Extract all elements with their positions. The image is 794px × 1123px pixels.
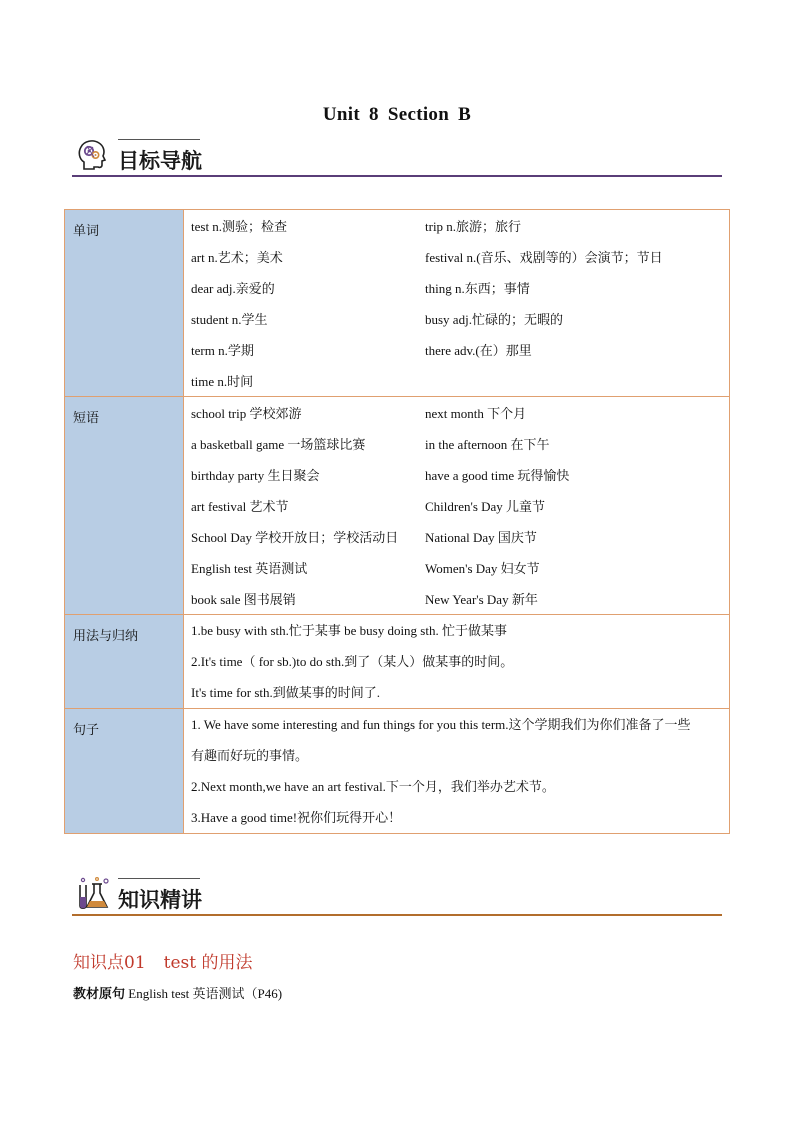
category-label-usage: 用法与归纳 — [65, 615, 184, 709]
table-row-vocab — [65, 210, 730, 397]
category-label-phrases: 短语 — [65, 397, 184, 615]
section-divider — [72, 914, 722, 916]
list-item: test n.测验；检查 trip n.旅游；旅行 — [191, 219, 522, 234]
head-gears-icon — [74, 136, 110, 172]
source-label: 教材原句 — [73, 987, 126, 1002]
knowledge-point-title — [73, 948, 253, 973]
category-label-vocab: 单词 — [65, 210, 184, 397]
list-item: School Day 学校开放日；学校活动日 National Day 国庆节 — [191, 530, 537, 545]
knowledge-point-topic: test 的用法 — [163, 953, 253, 973]
section-header-topline — [118, 139, 200, 140]
source-text: English test 英语测试（P46) — [128, 986, 283, 1001]
list-item: art festival 艺术节 Children's Day 儿童节 — [191, 499, 546, 514]
vocabulary-table — [64, 209, 730, 834]
vocab-cell — [184, 210, 730, 397]
list-item: school trip 学校郊游 next month 下个月 — [191, 406, 527, 421]
table-row-phrases — [65, 397, 730, 615]
list-item: 3.Have a good time!祝你们玩得开心！ — [191, 810, 402, 825]
section-header-topline — [118, 878, 200, 879]
section-title-goals: 目标导航 — [118, 149, 202, 173]
list-item: 2.Next month,we have an art festival.下一个月，我们举办艺术节。 — [191, 779, 555, 794]
list-item: dear adj.亲爱的 thing n.东西；事情 — [191, 281, 530, 296]
knowledge-point-number: 知识点01 — [73, 953, 146, 973]
list-item: 2.It's time（ for sb.)to do sth.到了（某人）做某事的时间。 — [191, 654, 514, 669]
section-divider — [72, 175, 722, 177]
table-row-sentences — [65, 709, 730, 834]
sentences-cell — [184, 709, 730, 834]
table-row-usage — [65, 615, 730, 709]
list-item: term n.学期 there adv.(在）那里 — [191, 343, 532, 358]
list-item: 1.be busy with sth.忙于某事 be busy doing sth. 忙于做某事 — [191, 623, 507, 638]
page-title: Unit 8 Section B — [322, 104, 472, 125]
list-item: It's time for sth.到做某事的时间了. — [191, 685, 381, 700]
list-item: English test 英语测试 Women's Day 妇女节 — [191, 561, 540, 576]
list-item: student n.学生 busy adj.忙碌的；无暇的 — [191, 312, 563, 327]
list-item: 1. We have some interesting and fun things for you this term.这个学期我们为你们准备了一些 — [191, 717, 691, 732]
list-item: 有趣而好玩的事情。 — [191, 748, 309, 763]
phrases-cell — [184, 397, 730, 615]
section-header-knowledge — [72, 875, 722, 919]
category-label-sentences: 句子 — [65, 709, 184, 834]
section-title-knowledge: 知识精讲 — [118, 888, 202, 912]
list-item: art n.艺术；美术 festival n.(音乐、戏剧等的）会演节；节日 — [191, 250, 663, 265]
textbook-source-sentence — [73, 983, 282, 1002]
usage-cell — [184, 615, 730, 709]
lab-flask-icon — [74, 875, 110, 911]
list-item: book sale 图书展销 New Year's Day 新年 — [191, 592, 538, 607]
list-item: birthday party 生日聚会 have a good time 玩得愉快 — [191, 468, 570, 483]
section-header-goals — [72, 136, 722, 180]
list-item: time n.时间 — [191, 374, 254, 389]
list-item: a basketball game 一场篮球比赛 in the afternoon 在下午 — [191, 437, 550, 452]
